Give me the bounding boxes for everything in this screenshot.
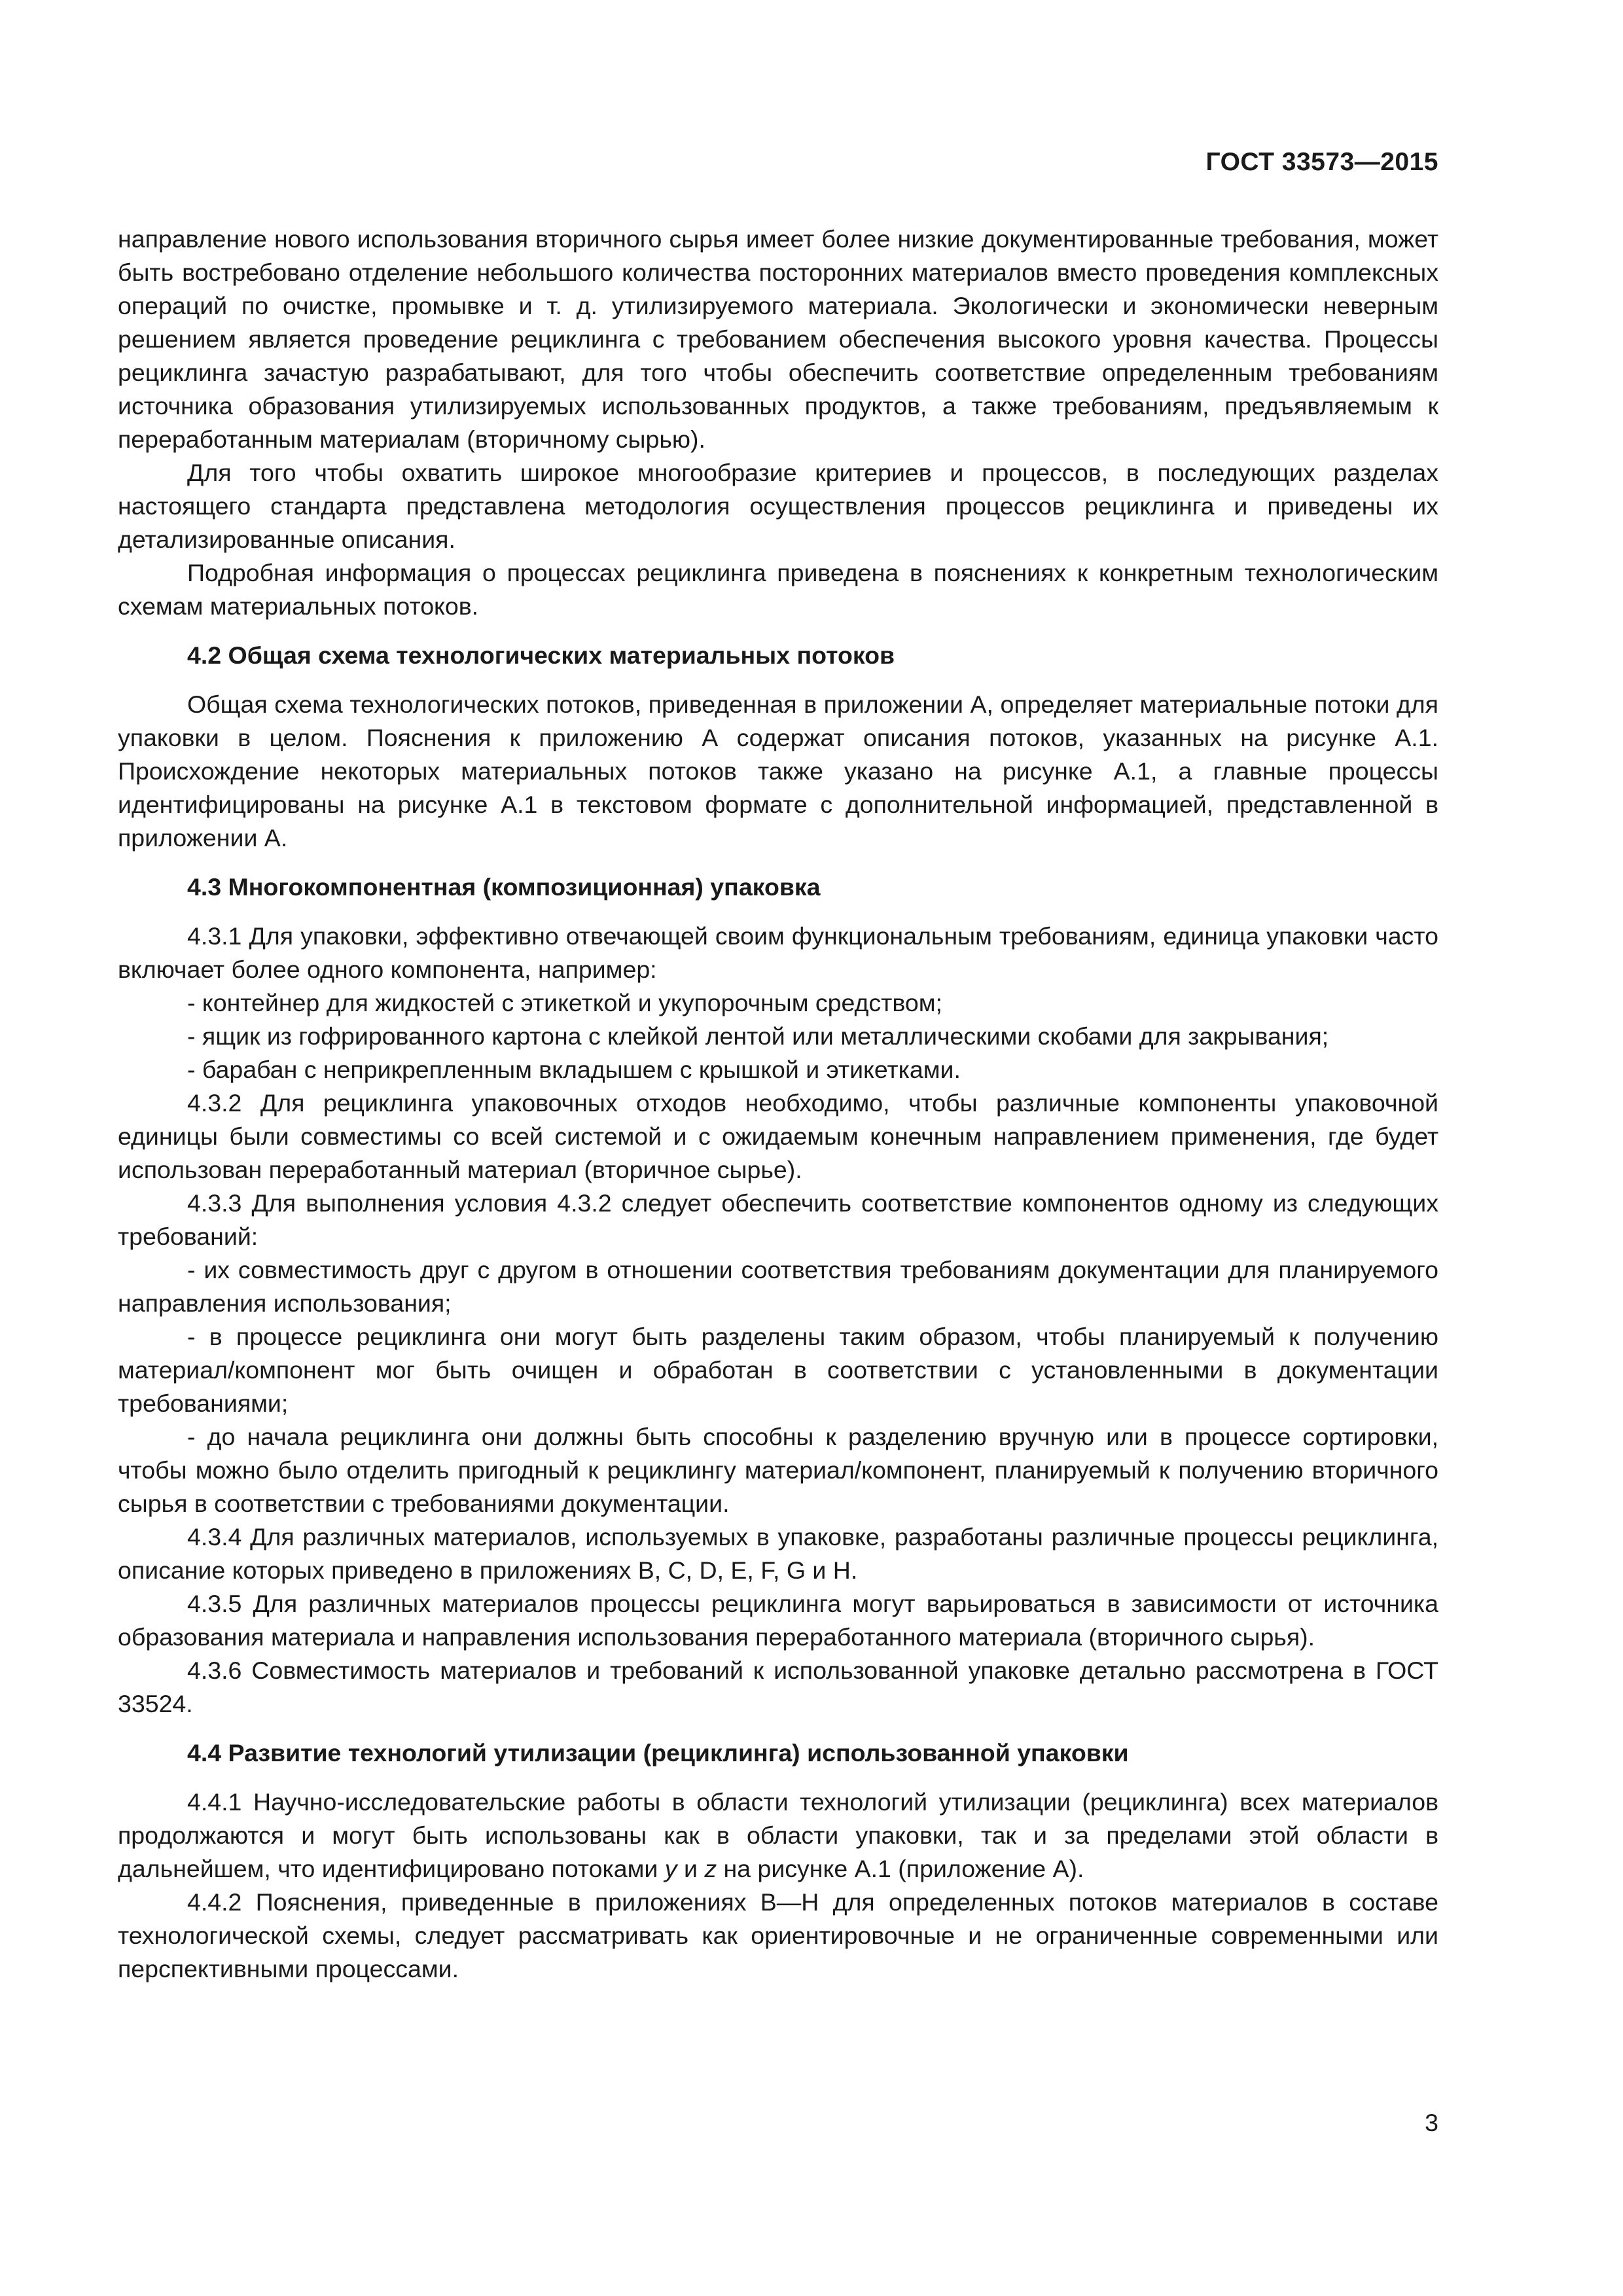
stream-y-label: y xyxy=(664,1855,677,1882)
paragraph-4-4-1 xyxy=(118,1785,1438,1886)
stream-z-label: z xyxy=(704,1855,717,1882)
paragraph-text: 4.4.1 Научно-исследовательские работы в области технологий утилизации (рециклинга) всех материалов продолжаются и могут быть использованы как в области упаковки, так и за пределами этой области в дальнейшем, что идентифицировано потоками xyxy=(118,1788,1438,1882)
section-heading-4-4: 4.4 Развитие технологий утилизации (рециклинга) использованной упаковки xyxy=(187,1739,1129,1767)
paragraph: Для того чтобы охватить широкое многообразие критериев и процессов, в последующих разделах настоящего стандарта представлена методология осуществления процессов рециклинга и приведены их детализированные описания. xyxy=(118,459,1438,553)
paragraph: направление нового использования вторичного сырья имеет более низкие документированные требования, может быть востребовано отделение небольшого количества посторонних материалов вместо проведения комплексных операций по очистке, промывке и т. д. утилизируемого материала. Экологически и экономически неверным решением является проведение рециклинга с требованием обеспечения высокого уровня качества. Процессы рециклинга зачастую разрабатывают, для того чтобы обеспечить соответствие определенным требованиям источника образования утилизируемых использованных продуктов, а также требованиям, предъявляемым к переработанным материалам (вторичному сырью). xyxy=(118,225,1438,453)
paragraph: 4.3.6 Совместимость материалов и требований к использованной упаковке детально рассмотрена в ГОСТ 33524. xyxy=(118,1657,1438,1717)
section-heading-4-2: 4.2 Общая схема технологических материальных потоков xyxy=(187,641,895,669)
document-id-header: ГОСТ 33573—2015 xyxy=(1205,148,1438,176)
paragraph-text: на рисунке А.1 (приложение А). xyxy=(717,1855,1084,1882)
list-item: - до начала рециклинга они должны быть способны к разделению вручную или в процессе сортировки, чтобы можно было отделить пригодный к рециклингу материал/компонент, планируемый к получению вторичного сырья в соответствии с требованиями документации. xyxy=(118,1423,1438,1517)
list-item: - их совместимость друг с другом в отношении соответствия требованиям документации для планируемого направления использования; xyxy=(118,1256,1438,1317)
list-item: - ящик из гофрированного картона с клейкой лентой или металлическими скобами для закрывания; xyxy=(187,1022,1329,1050)
paragraph: 4.4.2 Пояснения, приведенные в приложениях В—Н для определенных потоков материалов в составе технологической схемы, следует рассматривать как ориентировочные и не ограниченные современными или перспективными процессами. xyxy=(118,1888,1438,1982)
list-item: - в процессе рециклинга они могут быть разделены таким образом, чтобы планируемый к получению материал/компонент мог быть очищен и обработан в соответствии с установленными в документации требованиями; xyxy=(118,1323,1438,1417)
list-item: - барабан с неприкрепленным вкладышем с крышкой и этикетками. xyxy=(187,1056,961,1083)
paragraph: 4.3.5 Для различных материалов процессы рециклинга могут варьироваться в зависимости от источника образования материала и направления использования переработанного материала (вторичного сырья). xyxy=(118,1590,1438,1651)
paragraph: 4.3.3 Для выполнения условия 4.3.2 следует обеспечить соответствие компонентов одному из следующих требований: xyxy=(118,1189,1438,1250)
list-item: - контейнер для жидкостей с этикеткой и укупорочным средством; xyxy=(187,989,942,1016)
page-number: 3 xyxy=(1425,2109,1438,2136)
section-heading-4-3: 4.3 Многокомпонентная (композиционная) упаковка xyxy=(187,873,821,901)
paragraph: Подробная информация о процессах рециклинга приведена в пояснениях к конкретным технологическим схемам материальных потоков. xyxy=(118,559,1438,620)
paragraph: 4.3.4 Для различных материалов, используемых в упаковке, разработаны различные процессы рециклинга, описание которых приведено в приложениях В, С, D, E, F, G и H. xyxy=(118,1523,1438,1584)
paragraph: 4.3.2 Для рециклинга упаковочных отходов необходимо, чтобы различные компоненты упаковочной единицы были совместимы со всей системой и с ожидаемым конечным направлением применения, где будет использован переработанный материал (вторичное сырье). xyxy=(118,1089,1438,1183)
paragraph: 4.3.1 Для упаковки, эффективно отвечающей своим функциональным требованиям, единица упаковки часто включает более одного компонента, например: xyxy=(118,922,1438,983)
paragraph-text: и xyxy=(677,1855,705,1882)
document-body xyxy=(118,223,1438,1986)
paragraph: Общая схема технологических потоков, приведенная в приложении А, определяет материальные потоки для упаковки в целом. Пояснения к приложению А содержат описания потоков, указанных на рисунке А.1. Происхождение некоторых материальных потоков также указано на рисунке А.1, а главные процессы идентифицированы на рисунке А.1 в текстовом формате с дополнительной информацией, представленной в приложении А. xyxy=(118,691,1438,852)
